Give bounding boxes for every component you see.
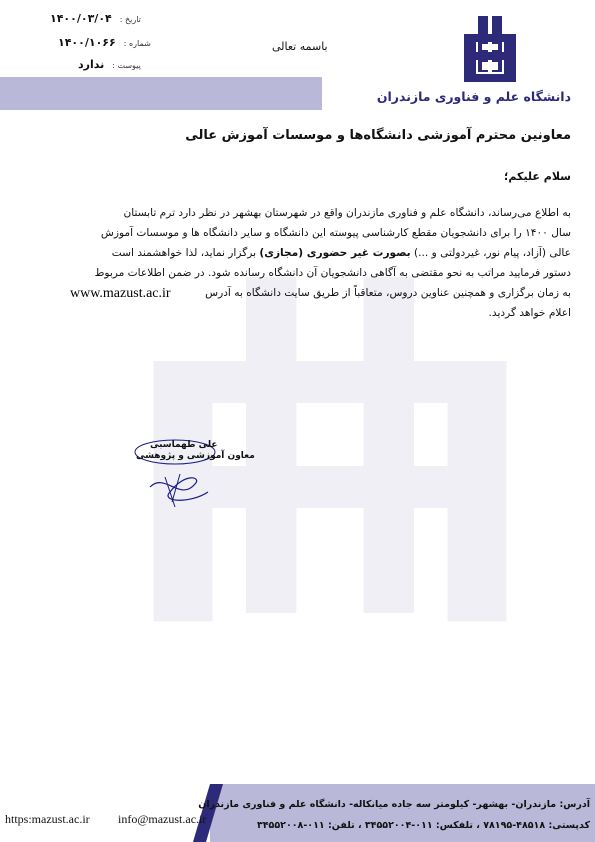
date-field xyxy=(50,12,141,25)
body-line-6: اعلام خواهد گردید. xyxy=(488,307,571,319)
body-line-3 xyxy=(112,243,571,263)
header-band xyxy=(0,77,322,110)
website-link[interactable]: www.mazust.ac.ir xyxy=(70,286,171,301)
body-line-4: دستور فرمایید مراتب به نحو مقتضی به آگاهی دانشجویان آن دانشگاه رسانده شود. در ضمن اطلاعات مربوط xyxy=(94,267,571,279)
recipient: معاونین محترم آموزشی دانشگاه‌ها و موسسات آموزش عالی xyxy=(185,128,571,143)
date-label: تاریخ : xyxy=(119,15,141,24)
number-value: ۱۴۰۰/۱۰۶۶ xyxy=(58,36,116,49)
body-line-3-emphasis: بصورت غیر حضوری (مجازی) xyxy=(259,247,411,259)
body-line-2: سال ۱۴۰۰ را برای دانشجویان مقطع کارشناسی پیوسته این دانشگاه و سایر دانشگاه ها و موسسات آموزش xyxy=(100,227,571,239)
basmala: باسمه تعالی xyxy=(272,40,328,53)
greeting: سلام علیکم؛ xyxy=(504,170,571,183)
body-line-5: به زمان برگزاری و همچنین عناوین دروس، متعاقباً از طریق سایت دانشگاه به آدرس xyxy=(205,287,571,299)
body-line-3-start: عالی (آزاد، پیام نور، غیردولتی و ...) xyxy=(410,247,571,259)
body-line-3-end: برگزار نماید، لذا خواهشمند است xyxy=(111,247,260,259)
date-value: ۱۴۰۰/۰۳/۰۴ xyxy=(50,12,112,25)
attachment-value: ندارد xyxy=(78,58,105,71)
attachment-label: پیوست : xyxy=(112,61,141,70)
footer-address: آدرس: مازندران- بهشهر- کیلومتر سه جاده میانکاله- دانشگاه علم و فناوری مازندران xyxy=(198,799,590,810)
footer-phones: کدپستی: ۴۸۵۱۸-۷۸۱۹۵ ، تلفکس: ۰۱۱-۳۴۵۵۲۰۰۴ ، تلفن: ۰۱۱-۳۴۵۵۲۰۰۸ xyxy=(256,820,590,831)
signatory-name: علی طهماسبی xyxy=(150,440,218,450)
number-label: شماره : xyxy=(123,39,151,48)
body-line-1: به اطلاع می‌رساند، دانشگاه علم و فناوری مازندران واقع در شهرستان بهشهر در نظر دارد ترم تابستان xyxy=(123,207,571,219)
footer-website-link[interactable]: https:mazust.ac.ir xyxy=(5,812,90,826)
university-logo xyxy=(458,12,522,90)
number-field xyxy=(58,36,151,49)
footer-band xyxy=(210,784,595,842)
attachment-field xyxy=(78,58,141,71)
signatory-title: معاون آموزشی و پژوهشی xyxy=(136,451,255,461)
footer-email-link[interactable]: info@mazust.ac.ir xyxy=(118,812,207,826)
university-name: دانشگاه علم و فناوری مازندران xyxy=(376,89,571,104)
